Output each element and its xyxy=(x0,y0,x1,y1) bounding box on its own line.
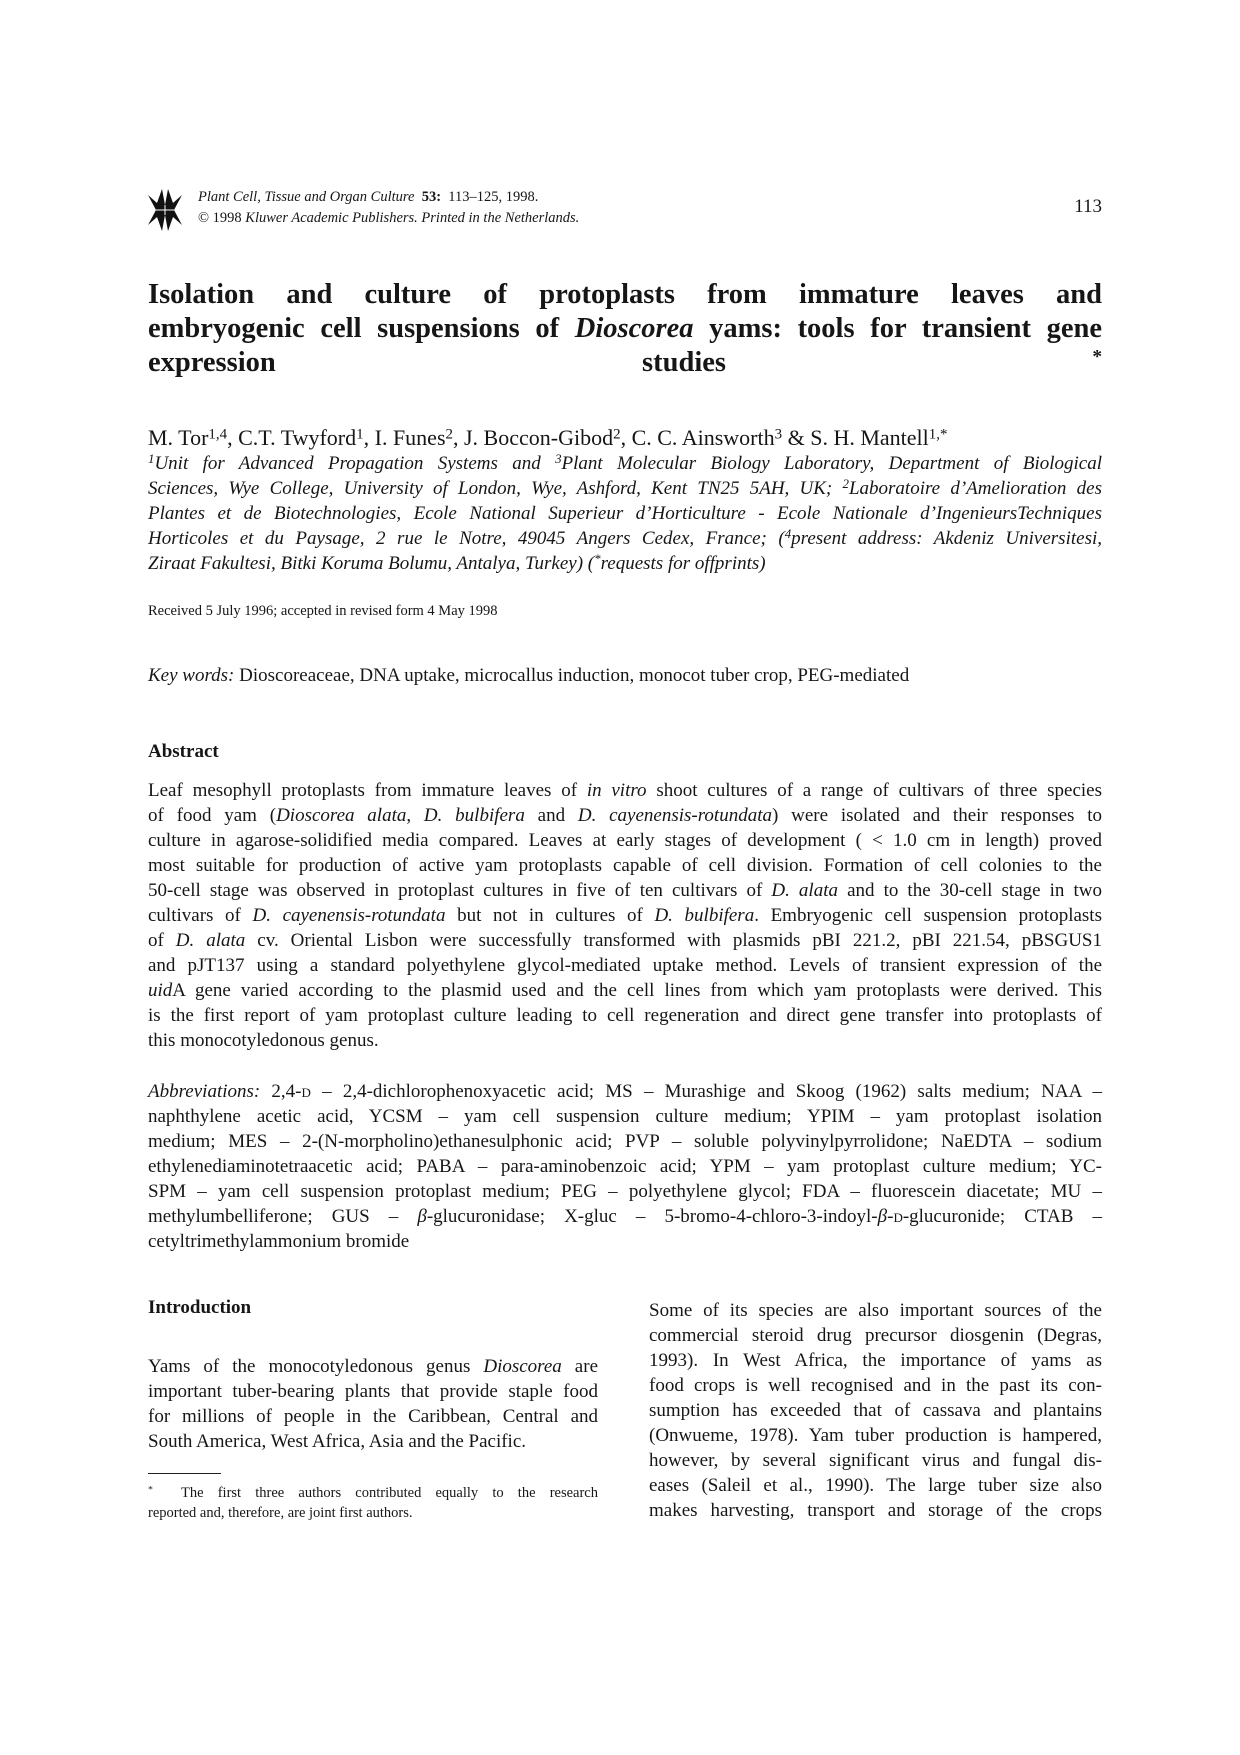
text-run: – 2,4-dichlorophenoxyacetic acid; MS – Murashige and Skoog (1962) salts medium; NAA – xyxy=(310,1081,1102,1102)
italic-run: D. bulbifera xyxy=(423,805,525,826)
text-run: shoot cultures of a range of cultivars of three species xyxy=(646,780,1102,801)
text-line xyxy=(148,1129,1102,1154)
text-run: however, by several significant virus and fungal dis- xyxy=(649,1450,1102,1471)
text-run: food crops is well recognised and in the past its con- xyxy=(649,1375,1102,1396)
text-line xyxy=(148,451,1102,476)
superscript: 1 xyxy=(356,426,364,443)
superscript: 1 xyxy=(148,451,155,467)
text-line xyxy=(148,1079,1102,1104)
superscript: * xyxy=(148,1484,153,1496)
introduction-heading: Introduction xyxy=(148,1297,252,1318)
italic-run: β xyxy=(877,1206,888,1227)
publisher: Kluwer Academic Publishers. Printed in the Netherlands. xyxy=(245,210,580,226)
italic-run: uid xyxy=(148,980,173,1001)
text-run: most suitable for production of active yam protoplasts capable of cell division. Formation of cell colonies to the xyxy=(148,855,1102,876)
text-line xyxy=(649,1348,1102,1373)
text-run: Yams of the monocotyledonous genus xyxy=(148,1356,484,1377)
italic-run: D. alata xyxy=(771,880,838,901)
text-line xyxy=(649,1498,1102,1523)
text-run: Plantes et de Biotechnologies, Ecole National Superieur d’Horticulture - Ecole Nationale d’IngenieursTechniques xyxy=(148,503,1102,524)
text-run: . Embryogenic cell suspension protoplasts xyxy=(754,905,1102,926)
text-line xyxy=(148,1104,1102,1129)
text-line xyxy=(148,828,1102,853)
text-run: present address: Akdeniz Universitesi, xyxy=(791,528,1102,549)
text-line xyxy=(148,476,1102,501)
text-line xyxy=(148,346,1102,380)
page-number: 113 xyxy=(1074,196,1102,217)
text-line xyxy=(148,903,1102,928)
text-run: sumption has exceeded that of cassava and plantains xyxy=(649,1400,1102,1421)
text-run: cv. Oriental Lisbon were successfully transformed with plasmids pBI 221.2, pBI 221.54, pBSGUS1 xyxy=(245,930,1102,951)
introduction-right-column xyxy=(649,1298,1102,1523)
text-run: -glucuronide; CTAB – xyxy=(902,1206,1102,1227)
text-run: Some of its species are also important sources of the xyxy=(649,1300,1102,1321)
text-run: -glucuronidase; X-gluc – 5-bromo-4-chloro-3-indoyl- xyxy=(426,1206,878,1227)
text-run: South America, West Africa, Asia and the Pacific. xyxy=(148,1431,527,1452)
superscript: 2 xyxy=(613,426,621,443)
text-line xyxy=(649,1323,1102,1348)
text-run: eases (Saleil et al., 1990). The large tuber size also xyxy=(649,1475,1102,1496)
text-line xyxy=(148,1429,598,1454)
text-run: M. Tor xyxy=(148,425,209,450)
text-run: Plant Molecular Biology Laboratory, Department of Biological xyxy=(561,453,1102,474)
text-run: Laboratoire d’Amelioration des xyxy=(848,478,1102,499)
text-line xyxy=(649,1373,1102,1398)
text-run: A gene varied according to the plasmid used and the cell lines from which yam protoplasts were derived. This xyxy=(172,980,1102,1001)
italic-run: β xyxy=(417,1206,427,1227)
text-run: and to the 30-cell stage in two xyxy=(838,880,1102,901)
journal-volume: 53: xyxy=(421,189,442,205)
text-run: 1993). In West Africa, the importance of yams as xyxy=(649,1350,1102,1371)
text-line xyxy=(148,1379,598,1404)
superscript: 4 xyxy=(784,526,792,542)
superscript: 3 xyxy=(774,426,783,443)
text-line xyxy=(148,878,1102,903)
text-run: ) were isolated and their responses to xyxy=(772,805,1102,826)
text-run: requests for offprints) xyxy=(600,553,766,574)
text-run: 50-cell stage was observed in protoplast cultures in five of ten cultivars of xyxy=(148,880,772,901)
text-run: of xyxy=(148,930,176,951)
italic-run: in vitro xyxy=(586,780,647,801)
text-line xyxy=(148,424,947,452)
text-run: of food yam ( xyxy=(148,805,277,826)
text-line xyxy=(148,1003,1102,1028)
superscript: 2 xyxy=(842,476,849,492)
text-line xyxy=(148,803,1102,828)
introduction-left-column xyxy=(148,1354,598,1454)
superscript: 3 xyxy=(555,451,562,467)
text-line xyxy=(148,1503,598,1523)
abbreviations xyxy=(148,1079,1102,1254)
text-run: reported and, therefore, are joint first authors. xyxy=(148,1505,413,1521)
text-line xyxy=(148,953,1102,978)
text-run: Sciences, Wye College, University of London, Wye, Ashford, Kent TN25 5AH, UK; xyxy=(148,478,843,499)
journal-pages: 113–125, 1998. xyxy=(448,189,539,205)
text-run: embryogenic cell suspensions of xyxy=(148,313,575,344)
text-run: for millions of people in the Caribbean, Central and xyxy=(148,1406,598,1427)
text-line xyxy=(148,1483,598,1503)
journal-name: Plant Cell, Tissue and Organ Culture xyxy=(198,189,415,205)
text-run: but not in cultures of xyxy=(445,905,655,926)
text-line xyxy=(148,1154,1102,1179)
italic-run: D. cayenensis-rotundata xyxy=(577,805,772,826)
superscript: * xyxy=(594,551,601,567)
small-caps-run: d xyxy=(301,1081,311,1102)
text-line xyxy=(148,665,909,687)
superscript: 1,4 xyxy=(208,426,228,443)
text-line xyxy=(148,928,1102,953)
text-line xyxy=(148,551,1102,576)
italic-run: Key words: xyxy=(148,665,235,686)
text-run: Horticoles et du Paysage, 2 rue le Notre, 49045 Angers Cedex, France; ( xyxy=(148,528,785,549)
text-line xyxy=(148,278,1102,312)
superscript: * xyxy=(1092,346,1102,368)
text-run: (Onwueme, 1978). Yam tuber production is hampered, xyxy=(649,1425,1102,1446)
text-line xyxy=(148,853,1102,878)
text-run: , C.T. Twyford xyxy=(227,425,357,450)
paper-title xyxy=(148,278,1102,380)
italic-run: Dioscorea xyxy=(574,313,694,344)
text-run: cultivars of xyxy=(148,905,253,926)
italic-run: Dioscorea xyxy=(483,1356,562,1377)
text-run: is the first report of yam protoplast culture leading to cell regeneration and direct gene transfer into protoplasts of xyxy=(148,1005,1102,1026)
affiliations xyxy=(148,451,1102,576)
text-run: - xyxy=(887,1206,894,1227)
abstract-text xyxy=(148,778,1102,1053)
text-run: , xyxy=(406,805,424,826)
text-run: Leaf mesophyll protoplasts from immature leaves of xyxy=(148,780,587,801)
text-run: Ziraat Fakultesi, Bitki Koruma Bolumu, Antalya, Turkey) ( xyxy=(148,553,595,574)
text-line xyxy=(148,978,1102,1003)
text-run: are xyxy=(561,1356,598,1377)
text-run: cetyltrimethylammonium bromide xyxy=(148,1231,410,1252)
text-run: ethylenediaminotetraacetic acid; PABA – para-aminobenzoic acid; YPM – yam protoplast culture medium; YC- xyxy=(148,1156,1102,1177)
text-run: , J. Boccon-Gibod xyxy=(453,425,614,450)
text-line xyxy=(148,1204,1102,1229)
italic-run: D. cayenensis-rotundata xyxy=(252,905,446,926)
text-run: important tuber-bearing plants that provide staple food xyxy=(148,1381,598,1402)
text-line xyxy=(148,501,1102,526)
author-list xyxy=(148,424,947,452)
text-run: commercial steroid drug precursor diosgenin (Degras, xyxy=(649,1325,1102,1346)
text-line xyxy=(148,1354,598,1379)
text-run: and xyxy=(524,805,578,826)
publisher-logo-icon xyxy=(148,189,182,231)
text-run: naphthylene acetic acid, YCSM – yam cell suspension culture medium; YPIM – yam protoplast isolation xyxy=(148,1106,1102,1127)
journal-header xyxy=(198,187,579,229)
text-line xyxy=(148,1179,1102,1204)
italic-run: Abbreviations: xyxy=(148,1081,261,1102)
text-line xyxy=(148,1404,598,1429)
text-run: expression studies xyxy=(148,347,1093,378)
text-run: , C. C. Ainsworth xyxy=(620,425,775,450)
text-line xyxy=(148,1229,1102,1254)
superscript: 1,* xyxy=(928,426,948,443)
text-line xyxy=(148,312,1102,346)
italic-run: D. alata xyxy=(175,930,246,951)
text-line xyxy=(649,1473,1102,1498)
text-line xyxy=(148,778,1102,803)
text-run: The first three authors contributed equally to the research xyxy=(152,1485,598,1501)
text-run: this monocotyledonous genus. xyxy=(148,1030,379,1051)
text-run: Dioscoreaceae, DNA uptake, microcallus induction, monocot tuber crop, PEG-mediated xyxy=(234,665,910,686)
text-run: & S. H. Mantell xyxy=(782,425,929,450)
small-caps-run: d xyxy=(893,1206,903,1227)
text-line xyxy=(148,1028,1102,1053)
superscript: 2 xyxy=(445,426,453,443)
text-line xyxy=(649,1298,1102,1323)
text-run: SPM – yam cell suspension protoplast medium; PEG – polyethylene glycol; FDA – fluorescein diacetate; MU – xyxy=(148,1181,1102,1202)
text-run: culture in agarose-solidified media compared. Leaves at early stages of development ( < 1.0 cm in length) proved xyxy=(148,830,1102,851)
received-dates: Received 5 July 1996; accepted in revised form 4 May 1998 xyxy=(148,603,498,619)
copyright: © 1998 xyxy=(198,210,242,226)
italic-run: D. bulbifera xyxy=(654,905,755,926)
text-run: and pJT137 using a standard polyethylene glycol-mediated uptake method. Levels of transient expression of the xyxy=(148,955,1102,976)
text-run: Unit for Advanced Propagation Systems and xyxy=(154,453,556,474)
italic-run: Dioscorea alata xyxy=(276,805,407,826)
text-line xyxy=(649,1423,1102,1448)
footnote-rule xyxy=(148,1473,221,1474)
footnote xyxy=(148,1483,598,1523)
text-run: medium; MES – 2-(N-morpholino)ethanesulphonic acid; PVP – soluble polyvinylpyrrolidone; NaEDTA – sodium xyxy=(148,1131,1102,1152)
text-run: makes harvesting, transport and storage of the crops xyxy=(649,1500,1102,1521)
text-line xyxy=(148,526,1102,551)
text-run: 2,4- xyxy=(260,1081,302,1102)
text-run: yams: tools for transient gene xyxy=(693,313,1103,344)
keywords xyxy=(148,665,909,687)
text-run: Isolation and culture of protoplasts from immature leaves and xyxy=(148,279,1102,310)
text-line xyxy=(649,1448,1102,1473)
abstract-heading: Abstract xyxy=(148,741,219,762)
text-line xyxy=(649,1398,1102,1423)
text-run: , I. Funes xyxy=(363,425,446,450)
text-run: methylumbelliferone; GUS – xyxy=(148,1206,418,1227)
